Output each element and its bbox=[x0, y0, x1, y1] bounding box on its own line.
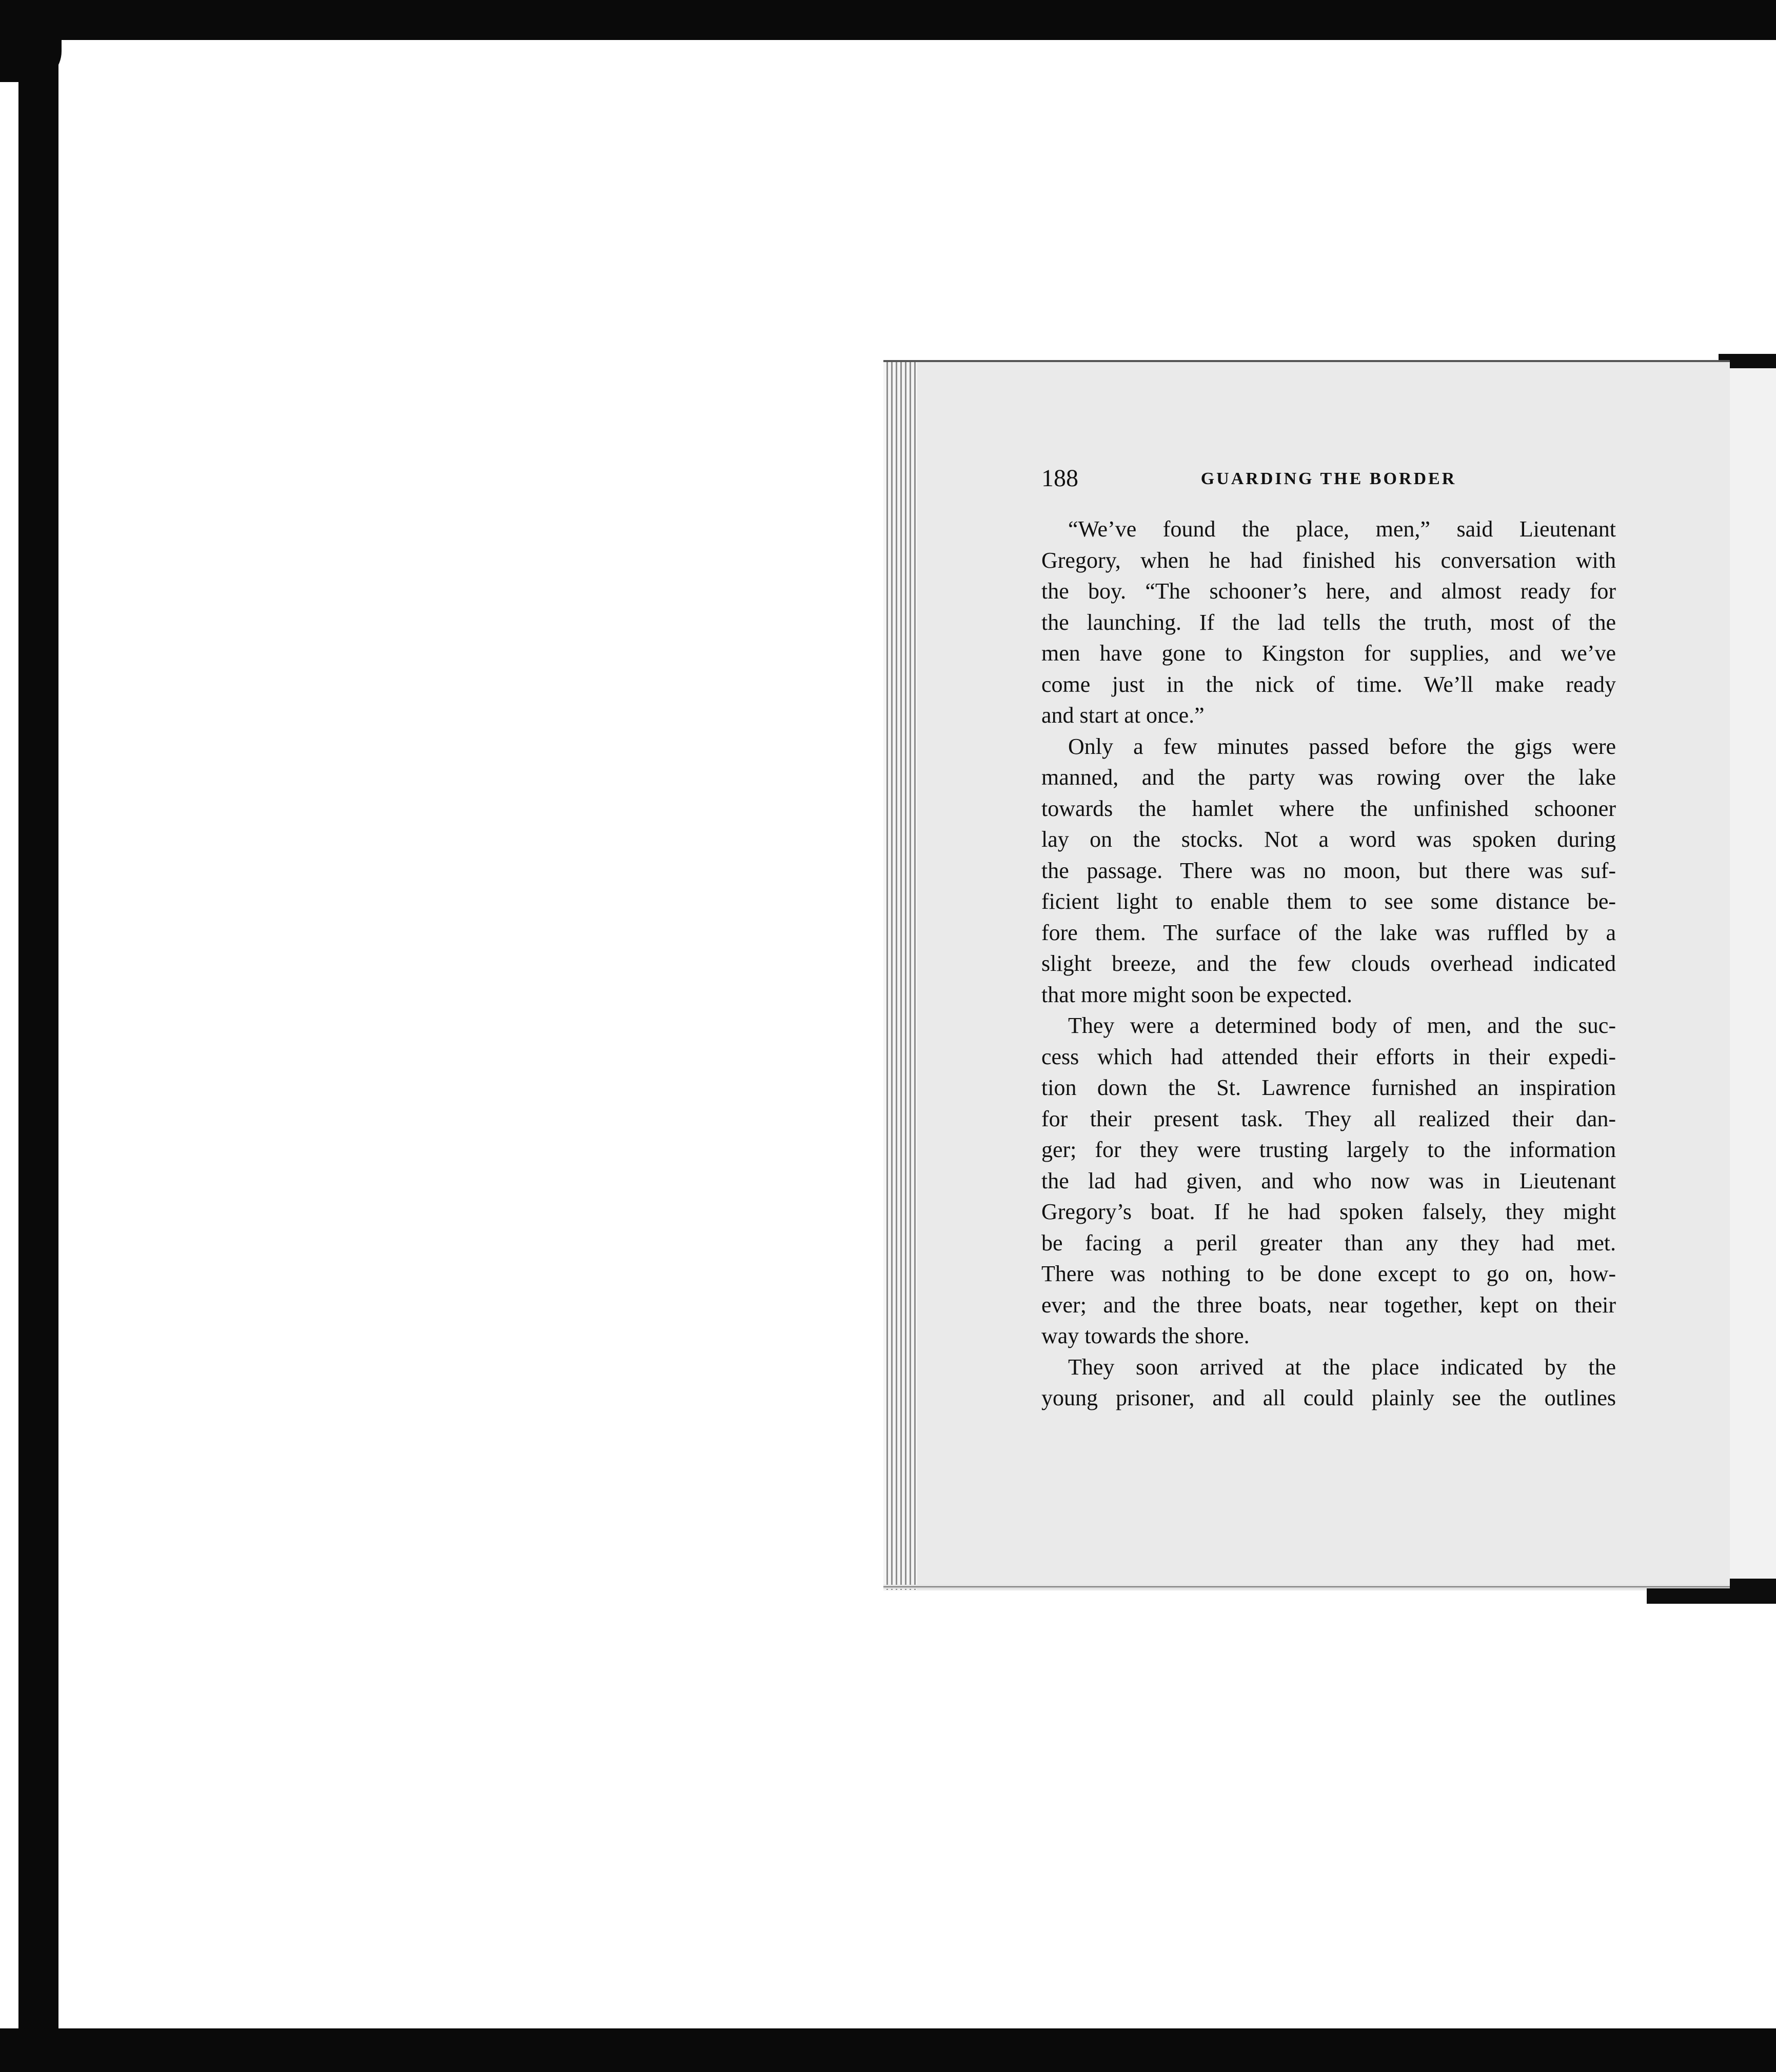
text-line: They were a determined body of men, and the suc- bbox=[1068, 1013, 1616, 1038]
text-line: for their present task. They all realized their dan- bbox=[1041, 1106, 1616, 1131]
text-line: Gregory, when he had finished his conversation with bbox=[1041, 547, 1616, 573]
text-line: ger; for they were trusting largely to the information bbox=[1041, 1137, 1616, 1162]
paragraph bbox=[1041, 731, 1616, 1011]
text-line: come just in the nick of time. We’ll make ready bbox=[1041, 671, 1616, 697]
text-line: tion down the St. Lawrence furnished an inspiration bbox=[1041, 1075, 1616, 1100]
text-line: men have gone to Kingston for supplies, and we’ve bbox=[1041, 641, 1616, 666]
book-cover-bottom bbox=[1647, 1588, 1776, 1604]
page-stack-edges bbox=[883, 362, 917, 1590]
text-line: They soon arrived at the place indicated by the bbox=[1068, 1354, 1616, 1380]
paragraph bbox=[1041, 1352, 1616, 1414]
text-line: young prisoner, and all could plainly see the outlines bbox=[1041, 1385, 1616, 1410]
film-frame-top bbox=[0, 0, 1776, 40]
text-line: the lad had given, and who now was in Lieutenant bbox=[1041, 1168, 1616, 1193]
running-head bbox=[1041, 464, 1616, 495]
film-frame-left bbox=[18, 0, 58, 2072]
text-line: and start at once.” bbox=[1041, 703, 1205, 728]
text-line: towards the hamlet where the unfinished schooner bbox=[1041, 795, 1616, 821]
text-line: Only a few minutes passed before the gigs were bbox=[1068, 733, 1616, 759]
film-frame-bottom bbox=[0, 2028, 1776, 2072]
paragraph bbox=[1041, 514, 1616, 731]
text-line: cess which had attended their efforts in their expedi- bbox=[1041, 1044, 1616, 1069]
text-line: slight breeze, and the few clouds overhead indicated bbox=[1041, 951, 1616, 976]
text-line: manned, and the party was rowing over the lake bbox=[1041, 765, 1616, 790]
facing-page-sliver bbox=[1725, 368, 1776, 1579]
paragraph bbox=[1041, 1010, 1616, 1352]
text-line: Gregory’s boat. If he had spoken falsely, they might bbox=[1041, 1199, 1616, 1224]
text-line: the boy. “The schooner’s here, and almost ready for bbox=[1041, 579, 1616, 604]
text-line: fore them. The surface of the lake was ruffled by a bbox=[1041, 920, 1616, 945]
body-text bbox=[1041, 514, 1616, 1414]
text-line: that more might soon be expected. bbox=[1041, 982, 1353, 1007]
text-line: There was nothing to be done except to go on, how- bbox=[1041, 1261, 1616, 1286]
text-line: way towards the shore. bbox=[1041, 1323, 1250, 1348]
text-line: lay on the stocks. Not a word was spoken during bbox=[1041, 827, 1616, 852]
text-line: ever; and the three boats, near together, kept on their bbox=[1041, 1292, 1616, 1318]
text-line: be facing a peril greater than any they had met. bbox=[1041, 1230, 1616, 1256]
text-line: the launching. If the lad tells the truth, most of the bbox=[1041, 609, 1616, 635]
running-title: GUARDING THE BORDER bbox=[1200, 469, 1457, 488]
page-number: 188 bbox=[1041, 465, 1078, 492]
text-line: ficient light to enable them to see some distance be- bbox=[1041, 889, 1616, 914]
text-line: the passage. There was no moon, but there was suf- bbox=[1041, 858, 1616, 883]
page-bottom-edge bbox=[883, 1585, 1730, 1589]
text-line: “We’ve found the place, men,” said Lieutenant bbox=[1068, 516, 1616, 542]
